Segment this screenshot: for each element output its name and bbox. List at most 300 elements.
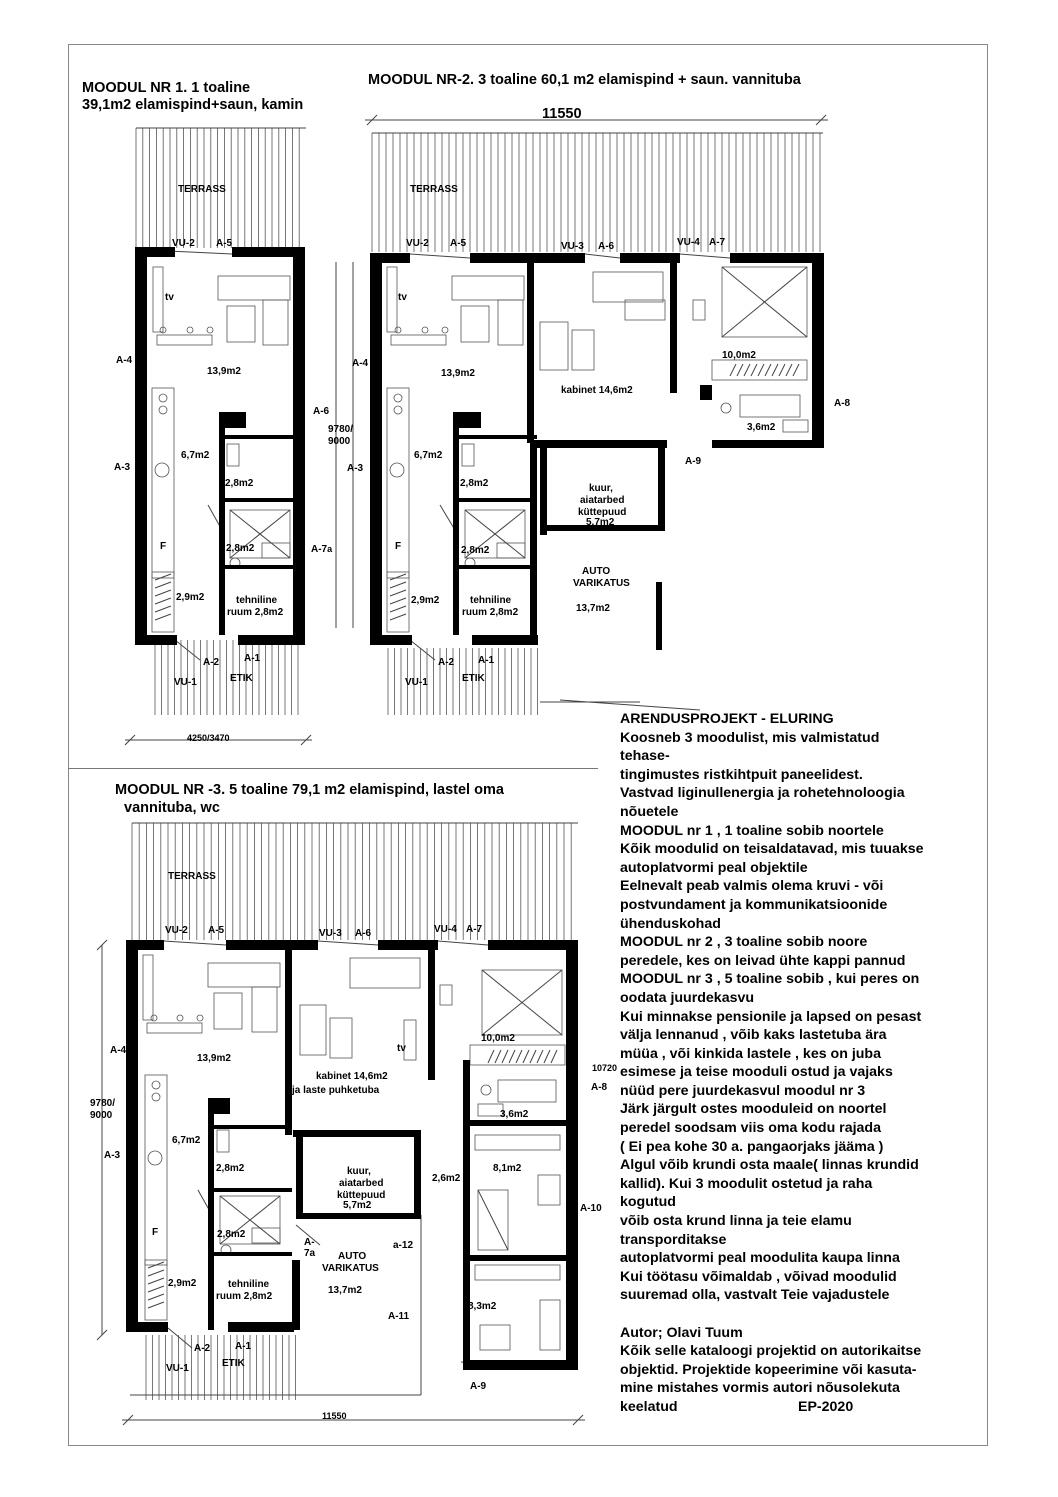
- description-line: transporditakse: [620, 1231, 727, 1248]
- description-line: kallid). Kui 3 moodulit ostetud ja raha: [620, 1175, 873, 1192]
- module3-vu2-label: VU-2: [165, 925, 188, 936]
- module3-sauna-area: 2,8m2: [216, 1163, 245, 1174]
- module3-title-line1: MOODUL NR -3. 5 toaline 79,1 m2 elamispind, lastel oma: [115, 782, 504, 798]
- module3-kitchen-area: 6,7m2: [172, 1135, 201, 1146]
- module2-shed-line4: 5,7m2: [586, 517, 615, 528]
- sofa: [452, 276, 524, 300]
- wall: [292, 1260, 300, 1330]
- description-line: tehase-: [620, 748, 670, 765]
- description-line: Kui minnakse pensionile ja lapsed on pesast: [620, 1008, 922, 1025]
- chair: [151, 1015, 157, 1021]
- wall: [208, 1188, 292, 1192]
- hob: [394, 406, 402, 414]
- module1-a2-label: A-2: [203, 657, 220, 668]
- hob: [394, 394, 402, 402]
- module2-carport-line3: 13,7m2: [576, 603, 610, 614]
- module2-vu2-label: VU-2: [406, 238, 429, 249]
- description-line: Algul võib krundi osta maale( linnas krundid: [620, 1157, 919, 1174]
- wardrobe: [152, 572, 174, 632]
- module3-shed-line4: 5,7m2: [343, 1200, 372, 1211]
- wardrobe: [470, 1045, 565, 1065]
- description-line: välja lennanud , võib kaks lastetuba ära: [620, 1027, 887, 1044]
- module3-dim-width: 11550: [322, 1411, 347, 1421]
- description-line: mine mistahes vormis autori nõusolekuta: [620, 1380, 900, 1397]
- wardrobe-hatch: [148, 1270, 164, 1276]
- description-line: autoplatvormi peal moodulita kaupa linna: [620, 1250, 900, 1267]
- module1-a3-label: A-3: [114, 462, 131, 473]
- description-line: Kõik moodulid on teisaldatavad, mis tuuakse: [620, 841, 924, 858]
- description-line: ühenduskohad: [620, 915, 721, 932]
- wall: [658, 445, 665, 530]
- sauna-stove: [227, 444, 239, 466]
- module1-a6-label: A-6: [313, 406, 330, 417]
- description-line: müüa , või kinkida lastele , kes on juba: [620, 1045, 881, 1062]
- description-line: postvundament ja kommunikatsioonide: [620, 896, 888, 913]
- wall: [208, 1098, 230, 1114]
- washbasin: [721, 403, 731, 413]
- desk: [350, 958, 420, 988]
- module3-a5-label: A-5: [208, 925, 225, 936]
- module2-window: [410, 254, 470, 258]
- module3-hall-area: 2,9m2: [168, 1278, 197, 1289]
- module2-sauna-area: 2,8m2: [460, 478, 489, 489]
- wall: [296, 1137, 303, 1217]
- nightstand: [440, 985, 452, 1005]
- module2-shed-line2: aiatarbed: [580, 495, 625, 506]
- module3-dim-height: 9780/: [90, 1098, 116, 1109]
- wardrobe: [712, 360, 807, 380]
- module3-tv-label: tv: [397, 1043, 406, 1054]
- module3-shed-line2: aiatarbed: [339, 1178, 384, 1189]
- module3-a9-label: A-9: [470, 1381, 487, 1392]
- wardrobe-hatch: [737, 364, 743, 376]
- module2-porch-label: ETIK: [462, 673, 485, 684]
- wall: [540, 445, 547, 535]
- wall: [219, 498, 303, 502]
- module3-a8-label: A-8: [591, 1082, 608, 1093]
- wall: [293, 1130, 421, 1137]
- module3-a7-label: A-7: [466, 924, 483, 935]
- tv-cabinet: [143, 955, 153, 1020]
- wall: [208, 1252, 292, 1256]
- window: [585, 254, 620, 258]
- wall: [656, 582, 662, 650]
- module3-carport-line3: 13,7m2: [328, 1285, 362, 1296]
- washbasin: [481, 1085, 491, 1095]
- chair: [207, 327, 213, 333]
- module2-shed-line1: kuur,: [589, 483, 613, 494]
- wall: [712, 440, 824, 448]
- module3-dim-right: 10720: [592, 1063, 618, 1073]
- wall: [414, 1137, 421, 1217]
- description-line: esimese ja teise mooduli ostud ja vajaks: [620, 1064, 893, 1081]
- wardrobe-hatch: [730, 364, 736, 376]
- window: [318, 941, 378, 945]
- description-line: nõuetele: [620, 803, 679, 820]
- wall: [285, 950, 292, 1135]
- module3-bath2-area: 3,6m2: [500, 1109, 529, 1120]
- tv-cabinet: [387, 267, 397, 332]
- wardrobe-hatch: [516, 1050, 522, 1063]
- description-line: [620, 1305, 980, 1324]
- description-line: Vastvad liginullenergia ja rohetehnoloogia: [620, 785, 905, 802]
- description-line: tingimustes ristkihtpuit paneelidest.: [620, 766, 863, 783]
- chair: [395, 327, 401, 333]
- module3-a12-label: a-12: [393, 1240, 414, 1251]
- module3-carport-line1: AUTO: [338, 1251, 367, 1262]
- wall: [472, 635, 538, 645]
- armchair: [300, 1005, 326, 1055]
- module3-terrace-label: TERRASS: [168, 871, 216, 882]
- chair: [187, 327, 193, 333]
- description-forbidden: keelatud: [620, 1398, 678, 1415]
- module2-office-area: kabinet 14,6m2: [561, 385, 633, 396]
- wardrobe-hatch: [509, 1050, 515, 1063]
- wardrobe-hatch: [744, 364, 750, 376]
- description-line: oodata juurdekasvu: [620, 989, 755, 1006]
- wall: [670, 253, 677, 393]
- module2-hall-area: 2,9m2: [411, 595, 440, 606]
- wall: [463, 1360, 578, 1370]
- wardrobe-hatch: [155, 606, 171, 612]
- module2-a1-label: A-1: [478, 655, 495, 666]
- wardrobe-hatch: [758, 364, 764, 376]
- wardrobe-hatch: [530, 1050, 536, 1063]
- module1-tv-label: tv: [165, 292, 174, 303]
- desk: [480, 1325, 510, 1350]
- wall: [459, 412, 481, 428]
- sauna-stove: [462, 444, 474, 466]
- module3-title-line2: vannituba, wc: [124, 800, 220, 816]
- description-line: Kõik selle kataloogi projektid on autorikaitse: [620, 1343, 922, 1360]
- description-line: Autor; Olavi Tuum: [620, 1324, 743, 1341]
- wall: [700, 385, 712, 400]
- desk: [593, 272, 663, 302]
- wardrobe-hatch: [148, 1286, 164, 1292]
- module2-vu3-label: VU-3: [561, 241, 584, 252]
- module3-bath-area: 2,8m2: [217, 1229, 246, 1240]
- wardrobe-hatch: [390, 598, 406, 604]
- dining-table: [147, 1023, 202, 1033]
- wardrobe: [475, 1135, 560, 1150]
- nightstand: [693, 300, 705, 320]
- module1-dim-width: 4250/3470: [187, 733, 230, 743]
- module2-living-area: 13,9m2: [441, 368, 475, 379]
- description-line: MOODUL nr 2 , 3 toaline sobib noore: [620, 934, 868, 951]
- module1-tech-line2: ruum 2,8m2: [227, 607, 284, 618]
- module3-child2-area: 8,3m2: [468, 1301, 497, 1312]
- hob: [152, 1081, 160, 1089]
- wall: [730, 253, 824, 263]
- window: [164, 941, 226, 945]
- bed: [540, 1300, 560, 1350]
- description-lines: [620, 710, 980, 1398]
- description-line: peredel soodsam viis oma kodu rajada: [620, 1120, 881, 1137]
- wardrobe-hatch: [155, 598, 171, 604]
- wall: [527, 253, 534, 443]
- module1-vu1-label: VU-1: [174, 677, 197, 688]
- toilet: [783, 420, 808, 432]
- table: [572, 330, 594, 370]
- description-code: EP-2020: [798, 1398, 854, 1415]
- wall: [296, 1213, 421, 1219]
- module2-dim-width: 11550: [542, 106, 582, 122]
- wall: [453, 498, 537, 502]
- module2-a3-label: A-3: [347, 463, 364, 474]
- module2-bed-area: 10,0m2: [722, 350, 756, 361]
- description-line: peredele, kes on leivad ühte kappi pannud: [620, 952, 906, 969]
- wardrobe-hatch: [390, 582, 406, 588]
- module1-porch-label: ETIK: [230, 673, 253, 684]
- wardrobe-hatch: [765, 364, 771, 376]
- module2-vu4-label: VU-4: [677, 237, 700, 248]
- dining-table: [157, 335, 212, 345]
- module3-vu4-label: VU-4: [434, 924, 457, 935]
- module2-vu1-label: VU-1: [405, 677, 428, 688]
- wardrobe-hatch: [390, 590, 406, 596]
- module3-carport-line2: VARIKATUS: [322, 1263, 379, 1274]
- wall: [370, 253, 382, 645]
- description-line: võib osta krund linna ja teie elamu: [620, 1213, 852, 1230]
- table: [214, 993, 242, 1029]
- wardrobe-hatch: [155, 574, 171, 580]
- wardrobe-hatch: [148, 1278, 164, 1284]
- module3-tech-line1: tehniline: [228, 1279, 270, 1290]
- wall: [238, 635, 305, 645]
- wardrobe-hatch: [751, 364, 757, 376]
- module3-shed-line1: kuur,: [347, 1166, 371, 1177]
- module2-fridge-mark: F: [395, 541, 402, 552]
- wardrobe-hatch: [155, 582, 171, 588]
- module2-tv-label: tv: [398, 292, 407, 303]
- wall: [812, 253, 824, 448]
- module1-dim-height2: 9000: [328, 436, 351, 447]
- table: [227, 306, 255, 342]
- wardrobe-hatch: [148, 1302, 164, 1308]
- wardrobe-hatch: [772, 364, 778, 376]
- wardrobe-hatch: [544, 1050, 550, 1063]
- project-description: [620, 710, 980, 1417]
- module2-a6-label: A-6: [598, 241, 615, 252]
- chair: [442, 327, 448, 333]
- sofa: [218, 276, 290, 300]
- wall: [453, 412, 459, 635]
- module3-fridge-mark: F: [152, 1227, 159, 1238]
- description-line: nüüd pere juurdekasvul moodul nr 3: [620, 1082, 866, 1099]
- module3-office-line2: ja laste puhketuba: [292, 1085, 380, 1096]
- wardrobe-hatch: [502, 1050, 508, 1063]
- wall: [135, 635, 177, 645]
- hob: [152, 1093, 160, 1101]
- module1-vu2-label: VU-2: [172, 238, 195, 249]
- description-line: Järk järgult ostes mooduleid on noortel: [620, 1101, 887, 1118]
- module3-child1-area: 8,1m2: [493, 1163, 522, 1174]
- module1-a7a-label: A-7a: [311, 544, 333, 555]
- sink: [148, 1151, 162, 1165]
- wall: [219, 565, 303, 569]
- module1-living-area: 13,9m2: [207, 366, 241, 377]
- module3-a11-label: A-11: [388, 1311, 410, 1322]
- module3-corridor-area: 2,6m2: [432, 1173, 461, 1184]
- desk: [538, 1175, 560, 1205]
- wardrobe-hatch: [148, 1294, 164, 1300]
- description-line: objektid. Projektide kopeerimine või kasuta-: [620, 1361, 917, 1378]
- module3-vu3-label: VU-3: [319, 928, 342, 939]
- description-line: Kui töötasu võimaldab , võivad moodulid: [620, 1268, 897, 1285]
- module2-tech-line1: tehniline: [470, 595, 512, 606]
- wall: [224, 412, 246, 428]
- module2-a9-label: A-9: [685, 456, 702, 467]
- wardrobe-hatch: [793, 364, 799, 376]
- wall: [530, 440, 537, 645]
- module3-a1-label: A-1: [235, 1341, 252, 1352]
- sofa: [498, 300, 523, 345]
- wardrobe-hatch: [390, 574, 406, 580]
- module2-a7-label: A-7: [709, 237, 726, 248]
- wardrobe: [475, 1265, 560, 1280]
- wardrobe-hatch: [155, 614, 171, 620]
- wall: [126, 940, 138, 1332]
- module2-kitchen-area: 6,7m2: [414, 450, 443, 461]
- description-line: MOODUL nr 1 , 1 toaline sobib noortele: [620, 822, 884, 839]
- bed-diag: [478, 1190, 508, 1250]
- module1-hall-area: 2,9m2: [176, 592, 205, 603]
- wall: [566, 940, 578, 1370]
- module2-a2-label: A-2: [438, 657, 455, 668]
- module2-terrace-label: TERRASS: [410, 184, 458, 195]
- sink: [155, 463, 169, 477]
- sofa: [263, 300, 288, 345]
- description-line: kogutud: [620, 1194, 676, 1211]
- wall: [370, 635, 412, 645]
- wardrobe: [387, 572, 409, 632]
- module1-tech-line1: tehniline: [236, 595, 278, 606]
- module2-tech-line2: ruum 2,8m2: [462, 607, 519, 618]
- module1-title-line2: 39,1m2 elamispind+saun, kamin: [82, 97, 304, 113]
- module3-bed-area: 10,0m2: [481, 1033, 515, 1044]
- bathtub: [498, 1080, 556, 1102]
- wall: [463, 1180, 470, 1360]
- module3-office-line1: kabinet 14,6m2: [316, 1071, 388, 1082]
- module2-carport-line1: AUTO: [582, 566, 611, 577]
- module1-dim-height: 9780/: [328, 424, 354, 435]
- wardrobe-hatch: [537, 1050, 543, 1063]
- description-line: ARENDUSPROJEKT - ELURING: [620, 711, 834, 727]
- module3-tech-line2: ruum 2,8m2: [216, 1291, 273, 1302]
- module2-a5-label: A-5: [450, 238, 467, 249]
- wall: [465, 1120, 578, 1126]
- wall: [226, 940, 318, 950]
- wardrobe-hatch: [786, 364, 792, 376]
- description-line: Eelnevalt peab valmis olema kruvi - või: [620, 878, 884, 895]
- wall: [208, 1100, 214, 1330]
- wall: [135, 247, 175, 257]
- wall: [232, 247, 305, 257]
- wardrobe-hatch: [390, 614, 406, 620]
- module1-sauna-area: 2,8m2: [225, 478, 254, 489]
- module1-a4-label: A-4: [116, 355, 133, 366]
- sink: [390, 463, 404, 477]
- armchair: [540, 322, 568, 370]
- wardrobe-hatch: [155, 590, 171, 596]
- module1-a5-label: A-5: [216, 238, 233, 249]
- wardrobe-hatch: [488, 1050, 494, 1063]
- wall: [228, 1322, 294, 1332]
- chair: [197, 1015, 203, 1021]
- module3-a6-label: A-6: [355, 928, 372, 939]
- module1-bath-area: 2,8m2: [226, 543, 255, 554]
- wall: [293, 247, 305, 645]
- wall: [453, 435, 537, 439]
- shelf: [404, 1020, 416, 1060]
- module3-dim-height2: 9000: [90, 1110, 113, 1121]
- wardrobe-hatch: [523, 1050, 529, 1063]
- toilet: [497, 543, 525, 558]
- module1-terrace-label: TERRASS: [178, 184, 226, 195]
- module3-a4-label: A-4: [110, 1045, 127, 1056]
- wall: [208, 1125, 292, 1129]
- dining-table: [391, 335, 446, 345]
- wall: [453, 565, 537, 569]
- module3-a3-label: A-3: [104, 1150, 121, 1161]
- module3-vu1-label: VU-1: [166, 1363, 189, 1374]
- module2-bath-area: 2,8m2: [461, 545, 490, 556]
- chair: [422, 327, 428, 333]
- sofa: [208, 963, 280, 987]
- hob: [159, 394, 167, 402]
- wall: [470, 1255, 570, 1261]
- module1-a1-label: A-1: [244, 653, 261, 664]
- module2-a8-label: A-8: [834, 398, 851, 409]
- wall: [219, 412, 225, 635]
- wall: [126, 940, 164, 950]
- module2-carport-line2: VARIKATUS: [573, 578, 630, 589]
- module3-a10-label: A-10: [580, 1203, 602, 1214]
- description-last-line: [620, 1398, 980, 1417]
- wall: [537, 440, 667, 448]
- module1-title-line1: MOODUL NR 1. 1 toaline: [82, 80, 251, 96]
- bathtub: [740, 395, 800, 417]
- sauna-stove: [217, 1130, 229, 1152]
- module3-shed-line3: küttepuud: [337, 1190, 386, 1201]
- tv-cabinet: [153, 267, 163, 332]
- wardrobe-hatch: [390, 606, 406, 612]
- description-line: suuremad olla, vastvalt Teie vajadustele: [620, 1287, 890, 1304]
- hob: [159, 406, 167, 414]
- module2-shed-line3: küttepuud: [578, 507, 627, 518]
- window: [680, 254, 730, 258]
- module1-kitchen-area: 6,7m2: [181, 450, 210, 461]
- wardrobe-hatch: [779, 364, 785, 376]
- module2-bath2-area: 3,6m2: [747, 422, 776, 433]
- module3-living-area: 13,9m2: [197, 1053, 231, 1064]
- description-line: ( Ei pea kohe 30 a. pangaorjaks jääma ): [620, 1138, 884, 1155]
- module1-fridge-mark: F: [160, 541, 167, 552]
- description-line: MOODUL nr 3 , 5 toaline sobib , kui peres on: [620, 971, 920, 988]
- wall: [135, 247, 147, 645]
- toilet: [262, 543, 290, 558]
- module2-title: MOODUL NR-2. 3 toaline 60,1 m2 elamispind + saun. vannituba: [368, 72, 801, 88]
- wardrobe-hatch: [551, 1050, 557, 1063]
- sofa: [252, 987, 277, 1032]
- wall: [488, 940, 578, 950]
- wall: [219, 435, 303, 439]
- shelf: [625, 300, 665, 320]
- description-line: autoplatvormi peal objektile: [620, 859, 808, 876]
- wall: [126, 1322, 168, 1332]
- window: [438, 941, 488, 945]
- module3-porch-label: ETIK: [222, 1358, 245, 1369]
